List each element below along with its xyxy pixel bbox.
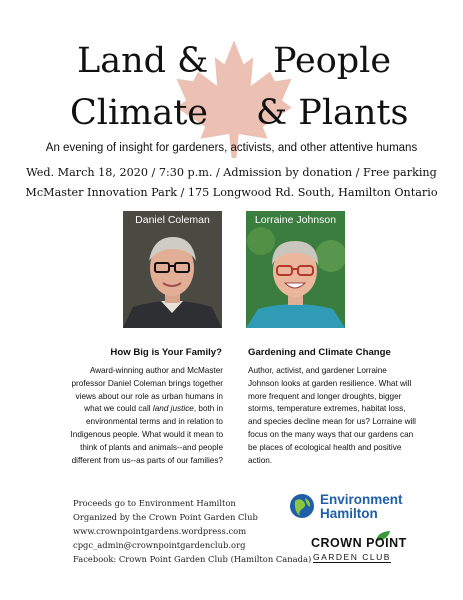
- bio-coleman-part2: , both in environmental terms and in relation to Indigenous people. What would it mean to think of plants and animals--and people different from us--as parts of our families?: [70, 404, 223, 465]
- talk-title-coleman: How Big is Your Family?: [110, 347, 222, 358]
- logo-crown-point-text: CROWN POINT: [311, 536, 407, 550]
- lorraine-johnson-caption: Lorraine Johnson: [254, 214, 337, 226]
- footer-proceeds: Proceeds go to Environment Hamilton: [73, 498, 236, 508]
- daniel-coleman-photo: [123, 211, 222, 328]
- footer-email[interactable]: cpgc_admin@crownpointgardenclub.org: [73, 540, 246, 550]
- logo-hamilton-text: Hamilton: [320, 506, 378, 521]
- talk-title-johnson: Gardening and Climate Change: [248, 347, 391, 358]
- bio-coleman: [60, 365, 223, 467]
- footer-website[interactable]: www.crownpointgardens.wordpress.com: [73, 526, 247, 536]
- globe-icon: [289, 493, 315, 519]
- footer-organizer: Organized by the Crown Point Garden Club: [73, 512, 258, 522]
- environment-hamilton-logo: [289, 492, 409, 522]
- daniel-coleman-caption: Daniel Coleman: [135, 214, 210, 226]
- logo-garden-club-text: GARDEN CLUB: [313, 552, 391, 562]
- event-location: McMaster Innovation Park / 175 Longwood Rd. South, Hamilton Ontario: [25, 186, 438, 199]
- bio-coleman-emphasis: land justice: [152, 404, 194, 414]
- lorraine-johnson-photo: [246, 211, 345, 328]
- title-climate: Climate: [70, 93, 209, 133]
- title-land: Land &: [77, 41, 209, 81]
- bio-johnson: Author, activist, and gardener Lorraine Johnson looks at garden resilience. What will more frequent and longer droughts, bigger storms, temperature extremes, habitat loss, and species decline mean for us? Lorraine will focus on the many ways that our gardens can be places of ecological health and positive action.: [248, 366, 416, 465]
- subtitle: An evening of insight for gardeners, activists, and other attentive humans: [45, 142, 418, 154]
- event-datetime: Wed. March 18, 2020 / 7:30 p.m. / Admission by donation / Free parking: [26, 166, 437, 179]
- title-plants: & Plants: [256, 93, 409, 133]
- crown-point-garden-club-logo: [311, 530, 407, 570]
- bio-coleman-part1: Award-winning author and McMaster professor Daniel Coleman brings together views about our role as urban humans in what we could call: [71, 366, 223, 414]
- footer-facebook: Facebook: Crown Point Garden Club (Hamilton Canada): [73, 554, 312, 564]
- logo-environment-text: Environment: [320, 492, 403, 507]
- title-people: People: [273, 41, 392, 81]
